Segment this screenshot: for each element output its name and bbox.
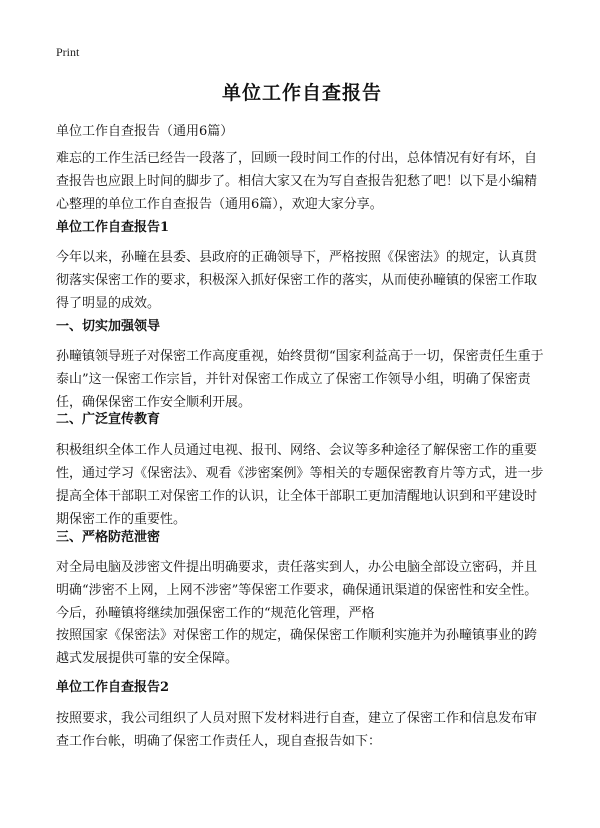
leadership-paragraph: 孙疃镇领导班子对保密工作高度重视，始终贯彻“国家利益高于一切，保密责任生重于泰山”这一保密工作宗旨，并针对保密工作成立了保密工作领导小组，明确了保密责任，确保保密工作安全顺利开展。 (56, 349, 544, 410)
section2-heading: 单位工作自查报告2 (56, 680, 170, 695)
section1-paragraph: 今年以来，孙疃在县委、县政府的正确领导下，严格按照《保密法》的规定，认真贯彻落实保密工作的要求，积极深入抓好保密工作的落实，从而使孙疃镇的保密工作取得了明显的成效。 (56, 250, 538, 311)
document-subtitle: 单位工作自查报告（通用6篇） (56, 124, 234, 139)
prevention-paragraph-continued: 按照国家《保密法》对保密工作的规定，确保保密工作顺利实施并为孙疃镇事业的跨越式发展提供可靠的安全保障。 (56, 628, 538, 666)
section2-paragraph: 按照要求，我公司组织了人员对照下发材料进行自查，建立了保密工作和信息发布审查工作台帐，明确了保密工作责任人，现自查报告如下： (56, 711, 538, 749)
intro-paragraph: 难忘的工作生活已经告一段落了，回顾一段时间工作的付出，总体情况有好有坏，自查报告也应跟上时间的脚步了。相信大家又在为写自查报告犯愁了吧！以下是小编精心整理的单位工作自查报告（通用6篇），欢迎大家分享。 (56, 151, 538, 212)
leadership-heading: 一、切实加强领导 (56, 319, 161, 334)
page-title: 单位工作自查报告 (221, 82, 382, 104)
publicity-paragraph: 积极组织全体工作人员通过电视、报刊、网络、会议等多种途径了解保密工作的重要性，通过学习《保密法》、观看《涉密案例》等相关的专题保密教育片等方式，进一步提高全体干部职工对保密工作的认识，让全体干部职工更加清醒地认识到和平建设时期保密工作的重要性。 (56, 443, 544, 527)
prevention-heading: 三、严格防范泄密 (56, 530, 161, 545)
publicity-heading: 二、广泛宣传教育 (56, 412, 161, 427)
section1-heading: 单位工作自查报告1 (56, 220, 170, 235)
print-link[interactable]: Print (56, 45, 80, 59)
prevention-paragraph: 对全局电脑及涉密文件提出明确要求，责任落实到人，办公电脑全部设立密码，并且明确“涉密不上网，上网不涉密”等保密工作要求，确保通讯渠道的保密性和安全性。 今后，孙疃镇将继续加强保密工作的“规范化管理，严格 (56, 560, 538, 621)
